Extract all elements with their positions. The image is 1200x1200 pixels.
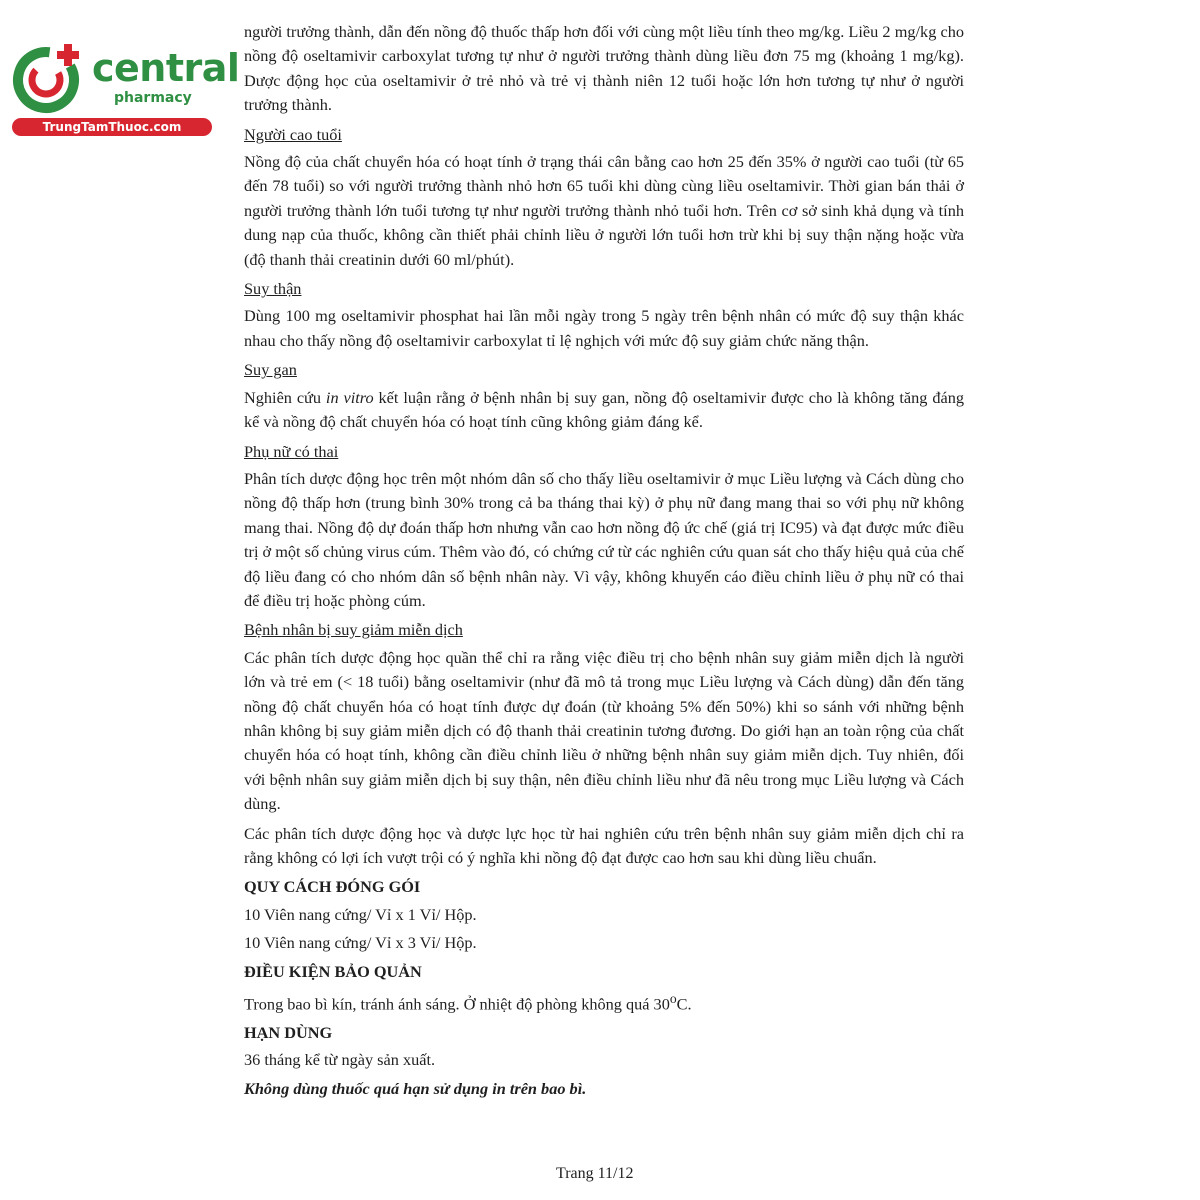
immunocompromised-paragraph-1: Các phân tích dược động học quần thể chỉ ra rằng việc điều trị cho bệnh nhân suy giảm miễn dịch là người lớn và trẻ em (< 18 tuổi) bằng oseltamivir (như đã mô tả trong mục Liều lượng và Cách dùng) dẫn đến tăng nồng độ chất chuyển hóa có hoạt tính được dự đoán (từ khoảng 5% đến 50%) khi so sánh với những bệnh nhân không bị suy giảm miễn dịch có độ thanh thải creatinin tương đương. Do giới hạn an toàn rộng của chất chuyển hóa có hoạt tính, không cần điều chỉnh liều ở những bệnh nhân suy giảm miễn dịch. Tuy nhiên, đối với bệnh nhân suy giảm miễn dịch bị suy thận, nên điều chỉnh liều như đã nêu trong mục Liều lượng và Cách dùng. xyxy=(244,647,964,814)
document-page xyxy=(244,20,964,1101)
pregnancy-paragraph: Phân tích dược động học trên một nhóm dân số cho thấy liều oseltamivir ở mục Liều lượng và Cách dùng cho nồng độ thấp hơn (trung bình 30% trong cả ba tháng thai kỳ) ở phụ nữ đang mang thai so với phụ nữ không mang thai. Nồng độ dự đoán thấp hơn nhưng vẫn cao hơn nồng độ ức chế (giá trị IC95) và đạt được mức điều trị ở một số chủng virus cúm. Thêm vào đó, có chứng cứ từ các nghiên cứu quan sát cho thấy hiệu quả của chế độ liều đang có cho nhóm dân số bệnh nhân này. Vì vậy, không khuyến cáo điều chỉnh liều ở phụ nữ có thai để điều trị hoặc phòng cúm. xyxy=(244,468,964,610)
renal-heading: Suy thận xyxy=(244,279,302,299)
hepatic-heading: Suy gan xyxy=(244,360,297,380)
brand-subtitle: pharmacy xyxy=(114,90,192,106)
expiry-warning: Không dùng thuốc quá hạn sử dụng in trên bao bì. xyxy=(244,1078,587,1098)
in-vitro-term: in vitro xyxy=(325,387,374,407)
storage-text: Trong bao bì kín, tránh ánh sáng. Ở nhiệt độ phòng không quá 30$^o$C. xyxy=(244,991,692,1014)
packaging-heading: QUY CÁCH ĐÓNG GÓI xyxy=(244,877,421,897)
expiry-text: 36 tháng kể từ ngày sản xuất. xyxy=(244,1050,436,1070)
immunocompromised-heading: Bệnh nhân bị suy giảm miễn dịch xyxy=(244,620,463,640)
central-pharmacy-logo xyxy=(10,38,240,138)
immunocompromised-paragraph-2: Các phân tích dược động học và dược lực học từ hai nghiên cứu trên bệnh nhân suy giảm miễn dịch chỉ ra rằng không có lợi ích vượt trội có ý nghĩa khi nồng độ đạt được cao hơn sau khi dùng liều chuẩn. xyxy=(244,823,964,867)
intro-paragraph: người trưởng thành, dẫn đến nồng độ thuốc thấp hơn đối với cùng một liều tính theo mg/kg. Liều 2 mg/kg cho nồng độ oseltamivir carboxylat tương tự như ở người trưởng thành dùng liều đơn 75 mg (khoảng 1 mg/kg). Dược động học của oseltamivir ở trẻ nhỏ và trẻ vị thành niên 12 tuổi hoặc lớn hơn tương tự như ở người trưởng thành. xyxy=(244,22,964,115)
pharmacy-cross-logo-icon xyxy=(10,38,90,118)
elderly-paragraph: Nồng độ của chất chuyển hóa có hoạt tính ở trạng thái cân bằng cao hơn 25 đến 35% ở người cao tuổi (từ 65 đến 78 tuổi) so với người trưởng thành nhỏ hơn 65 tuổi khi dùng cùng liều oseltamivir. Thời gian bán thải ở người trưởng thành lớn tuổi tương tự như người trưởng thành nhỏ tuổi hơn. Trên cơ sở sinh khả dụng và tính dung nạp của thuốc, không cần thiết phải chỉnh liều ở người lớn tuổi hơn trừ khi bị suy thận nặng hoặc vừa (độ thanh thải creatinin dưới 60 ml/phút). xyxy=(244,152,964,269)
packaging-line: 10 Viên nang cứng/ Vỉ x 3 Vỉ/ Hộp. xyxy=(244,933,477,953)
storage-heading: ĐIỀU KIỆN BẢO QUẢN xyxy=(244,961,422,981)
elderly-heading: Người cao tuổi xyxy=(244,124,342,144)
pregnancy-heading: Phụ nữ có thai xyxy=(244,441,339,461)
brand-url: TrungTamThuoc.com xyxy=(12,118,212,136)
hepatic-paragraph: Nghiên cứu in vitro kết luận rằng ở bệnh nhân bị suy gan, nồng độ oseltamivir được cho là không tăng đáng kể và nồng độ chất chuyển hóa có hoạt tính cũng không giảm đáng kể. xyxy=(244,387,964,432)
expiry-heading: HẠN DÙNG xyxy=(244,1022,333,1042)
page-number: Trang 11/12 xyxy=(556,1165,634,1182)
brand-name: central xyxy=(92,46,240,90)
renal-paragraph: Dùng 100 mg oseltamivir phosphat hai lần mỗi ngày trong 5 ngày trên bệnh nhân có mức độ suy thận khác nhau cho thấy nồng độ oseltamivir carboxylat tỉ lệ nghịch với mức độ suy giảm chức năng thận. xyxy=(244,306,964,350)
packaging-line: 10 Viên nang cứng/ Vỉ x 1 Vỉ/ Hộp. xyxy=(244,904,477,924)
